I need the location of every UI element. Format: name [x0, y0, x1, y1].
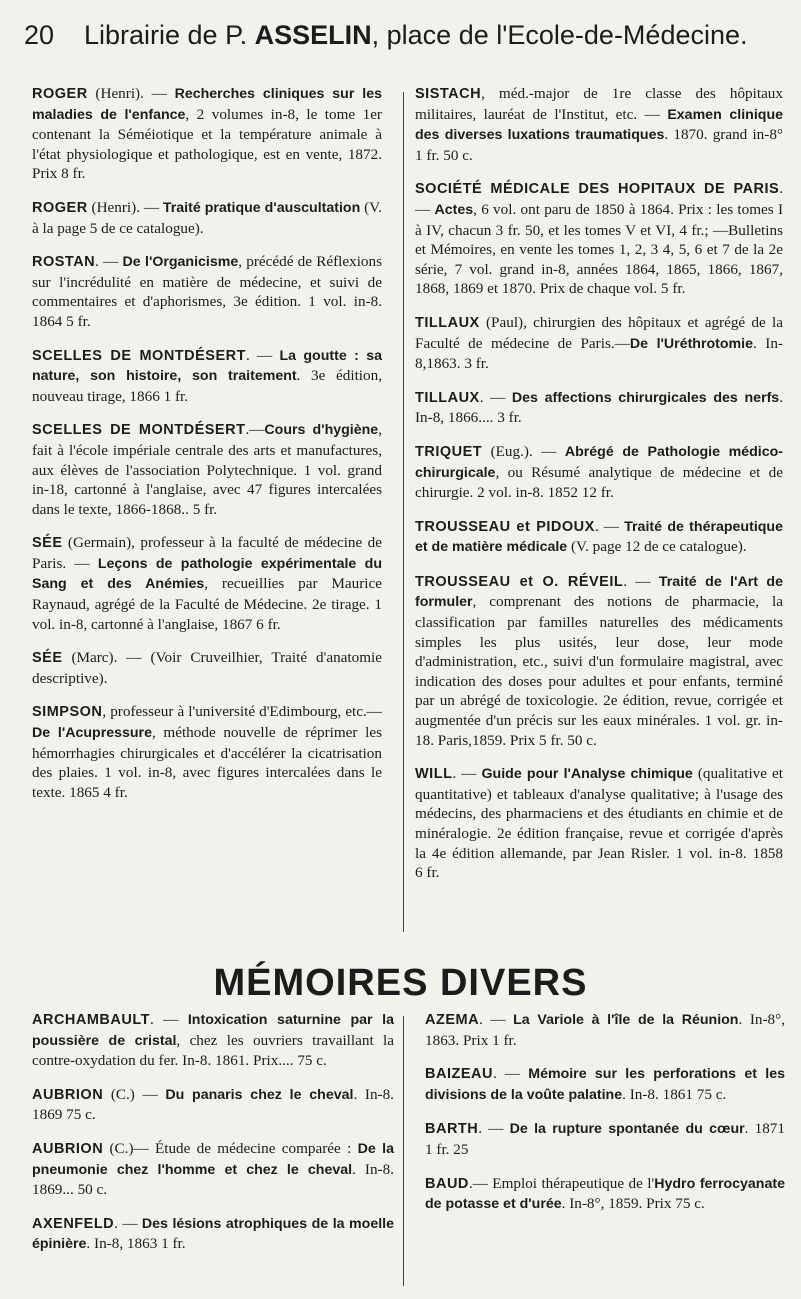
entry-description: (V. à la page 5 de ce catalogue). — [32, 198, 382, 237]
entry-intro: (Marc). — — [62, 649, 151, 667]
entry-text — [32, 346, 382, 407]
catalogue-entry — [32, 420, 382, 519]
entry-description: , 6 vol. ont paru de 1850 à 1864. Prix : les tomes I à IV, chacun 3 fr. 50, et les tomes V et VI, 4 fr.; —Bulletins et Mémoires, en vente les tomes 1, 2, 3 4, 5, 6 et 7 de la 2e série, 7 vol. grand in-8, années 1864, 1865, 1866, 1867, 1868, 1869 et 1870. Prix de chaque vol. — [415, 200, 784, 298]
author-name: TROUSSEAU et O. RÉVEIL — [415, 573, 624, 590]
catalogue-entry — [425, 1064, 785, 1105]
work-title: Intoxication saturnine par la poussière de cristal — [32, 1012, 394, 1049]
entry-description: . In-8°, 1863. Prix — [425, 1011, 785, 1049]
entry-intro: (Germain), professeur à la faculté de médecine de Paris. — — [32, 534, 382, 572]
entry-description: (V. page 12 de ce catalogue). — [567, 538, 747, 556]
section-heading: MÉMOIRES DIVERS — [213, 962, 588, 1004]
work-title: Guide pour l'Analyse chimique — [481, 766, 693, 783]
entry-description: . In-8. 1861 — [622, 1085, 693, 1103]
author-name: SÉE — [32, 535, 63, 552]
catalogue-entry — [425, 1174, 785, 1215]
entry-description: , fait à l'école impériale centrale des arts et manufactures, aux élèves de l'association Polytechnique. 1 vol. grand in-18, cartonné à l'anglaise, avec 47 figures intercalées dans le texte, 1866-1868.. — [32, 421, 382, 518]
price: 12 fr. — [581, 484, 614, 502]
price: 4 fr. — [103, 783, 128, 801]
entry-text — [425, 1064, 785, 1105]
price: 1 fr. — [161, 1235, 186, 1253]
author-name: TILLAUX — [415, 389, 480, 406]
catalogue-entry — [32, 1214, 394, 1255]
entry-text — [32, 702, 382, 802]
author-name: SOCIÉTÉ MÉDICALE DES HOPITAUX DE PARIS — [415, 181, 780, 198]
author-name: ROSTAN — [32, 254, 96, 271]
entry-intro: . — — [452, 765, 482, 783]
author-name: ROGER — [32, 86, 88, 102]
entry-description: . In-8°, 1859. Prix — [561, 1195, 672, 1213]
price: 6 fr. — [256, 615, 281, 633]
entry-intro: . — — [479, 388, 512, 406]
entry-description: , 2 volumes in-8, le tome 1er contenant la Séméiotique et la température animale à l'état physiologique et pathologique, est en vente, 1872. Prix — [32, 105, 382, 183]
entry-intro: .— Emploi thérapeutique de l' — [468, 1174, 655, 1192]
catalogue-entry — [32, 1139, 394, 1200]
price: 1 fr. 25 — [425, 1140, 469, 1158]
entry-description: , chez les ouvriers travaillant la contre-oxydation du fer. In-8. 1861. Prix.... — [32, 1031, 395, 1070]
price: 75 c. — [696, 1085, 727, 1103]
entry-text — [425, 1010, 785, 1050]
author-name: AUBRION — [32, 1140, 104, 1157]
author-name: ARCHAMBAULT — [32, 1012, 150, 1028]
entry-description: . In-8, 1863 — [86, 1235, 158, 1253]
price: 5 fr. 50 c. — [539, 731, 597, 749]
price: 50 c. — [77, 1181, 108, 1199]
entry-text — [32, 84, 382, 184]
entry-intro: . — — [415, 180, 783, 218]
work-title: Leçons de pathologie expérimentale du Sang et des Anémies — [32, 555, 382, 593]
entry-text — [415, 517, 783, 558]
entry-intro: . — — [478, 1120, 510, 1138]
work-title: De l'Organicisme — [122, 254, 239, 271]
catalogue-entry — [32, 252, 382, 331]
author-name: AXENFELD — [32, 1215, 115, 1232]
work-title: De l'Uréthrotomie — [629, 335, 753, 352]
author-name: TROUSSEAU et PIDOUX — [415, 518, 595, 535]
work-title: Traité pratique d'auscultation — [162, 199, 361, 216]
entry-description: , recueillies par Maurice Raynaud, agrégé de la Faculté de Médecine. 2e tirage. 1 vol. in-8, cartonné à l'anglaise, 1867 — [32, 575, 382, 633]
catalogue-entry — [415, 764, 783, 883]
author-name: ROGER — [32, 199, 88, 216]
page-header — [24, 20, 784, 58]
price: 75 c. — [675, 1195, 705, 1213]
author-name: SIMPSON — [32, 704, 103, 721]
entry-text — [415, 179, 783, 299]
entry-text — [32, 198, 382, 238]
price: 3 fr. — [497, 409, 522, 427]
left-column-top — [32, 84, 382, 816]
entry-text — [425, 1174, 785, 1215]
entry-description: , comprenant des notions de pharmacie, la classification par familles naturelles des médicaments simples les plus usités, leur dose, leur mode d'administration, etc., suivi d'un formulaire magistral, avec indication des doses pour adultes et pour enfants, terminé par un abrégé de toxicologie. 2e édition, revue, corrigée et augmentée d'un précis sur les eaux minérales. 1 vol. gr. in-18. Paris,1859. Prix — [415, 593, 783, 749]
price: 75 c. — [66, 1106, 96, 1124]
author-name: TILLAUX — [415, 314, 480, 331]
author-name: SCELLES DE MONTDÉSERT — [32, 347, 246, 364]
catalogue-entry — [415, 179, 783, 299]
author-name: AZEMA — [425, 1012, 480, 1028]
author-name: SÉE — [32, 650, 63, 667]
catalogue-entry — [32, 84, 382, 184]
work-title: De l'Acupressure — [32, 725, 152, 742]
catalogue-entry — [415, 313, 783, 374]
catalogue-entry — [32, 1010, 394, 1071]
work-title: Mémoire sur les perforations et les divisions de la voûte palatine — [425, 1066, 785, 1103]
catalogue-entry — [425, 1119, 785, 1159]
work-title: Recherches cliniques sur les maladies de l'enfance — [32, 86, 382, 123]
work-title: Traité de l'Art de formuler — [415, 573, 783, 611]
right-column-top — [415, 84, 783, 897]
catalogue-entry — [415, 84, 783, 165]
work-title: Actes — [434, 201, 474, 218]
entry-intro: .— — [245, 421, 265, 439]
author-name: BAUD — [425, 1175, 469, 1192]
column-divider-bottom — [403, 1016, 404, 1286]
catalogue-entry — [32, 648, 382, 688]
entry-description: . 1871 — [744, 1120, 785, 1138]
entry-intro: , méd.-major de 1re classe des hôpitaux militaires, lauréat de l'Institut, etc. — — [415, 85, 783, 123]
work-title: Examen clinique des diverses luxations traumatiques — [415, 106, 784, 144]
author-name: WILL — [415, 766, 453, 783]
running-head-publisher: ASSELIN — [254, 20, 372, 50]
entry-text — [32, 533, 382, 634]
entry-intro: . — — [479, 1011, 514, 1028]
entry-intro: . — — [492, 1065, 529, 1083]
price: 6 fr. — [415, 864, 440, 882]
work-title: Traité de thérapeutique et de matière médicale — [415, 518, 783, 556]
entry-intro: (C.) — — [103, 1085, 166, 1103]
work-title: Du panaris chez le cheval — [165, 1086, 354, 1103]
price: 75 c. — [297, 1052, 327, 1070]
entry-description: , ou Résumé analytique de médecine et de chirurgie. 2 vol. in-8. 1852 — [415, 463, 783, 502]
entry-intro: (Paul), chirurgien des hôpitaux et agrégé de la Faculté de médecine de Paris.— — [415, 313, 783, 352]
price: 8 fr. — [61, 165, 86, 183]
entry-description: . 1870. grand in-8° — [664, 126, 783, 144]
catalogue-entry — [415, 442, 783, 503]
catalogue-entry — [32, 533, 382, 634]
work-title: La goutte : sa nature, son histoire, son traitement — [32, 347, 382, 385]
left-column-bottom — [32, 1010, 394, 1269]
entry-description: , précédé de Réflexions sur l'incrédulité en matière de médecine, et suivi de commentaires et d'aphorismes, 3e édition. 1 vol. in-8. 1864 — [32, 253, 383, 330]
entry-text — [32, 648, 382, 688]
entry-description: . In-8. 1869... — [32, 1160, 394, 1199]
author-name: SCELLES DE MONTDÉSERT — [32, 422, 246, 439]
price: 5 fr. — [66, 312, 91, 330]
catalogue-entry — [415, 388, 783, 428]
catalogue-entry — [32, 346, 382, 407]
entry-intro: . — — [623, 572, 659, 590]
entry-description: . In-8, 1866.... — [415, 388, 783, 427]
catalogue-entry — [32, 1085, 394, 1125]
running-head-suffix: , place de l'Ecole-de-Médecine. — [371, 20, 748, 50]
catalogue-entry — [425, 1010, 785, 1050]
entry-text — [32, 252, 382, 331]
entry-intro: . — — [245, 346, 280, 364]
author-name: BARTH — [425, 1121, 479, 1138]
price: 1 fr. — [492, 1031, 517, 1049]
entry-text — [415, 442, 783, 503]
page-number: 20 — [24, 20, 55, 50]
running-head — [84, 20, 748, 51]
work-title: La Variole à l'île de la Réunion — [513, 1012, 739, 1028]
entry-text — [415, 388, 783, 428]
running-head-prefix: Librairie de P. — [84, 20, 255, 50]
catalogue-entry — [415, 572, 783, 750]
work-title: Cours d'hygiène — [264, 422, 379, 439]
work-title: Des affections chirurgicales des nerfs — [511, 389, 780, 406]
entry-intro: . — — [594, 517, 625, 535]
entry-text — [425, 1119, 785, 1159]
right-column-bottom — [425, 1010, 785, 1229]
entry-intro: . — — [150, 1011, 188, 1028]
entry-intro: (Henri). — — [87, 198, 163, 216]
price: 1 fr. 50 c. — [415, 146, 473, 164]
work-title: Abrégé de Pathologie médico-chirurgicale — [415, 443, 783, 481]
entry-text — [32, 420, 382, 519]
entry-text — [32, 1010, 394, 1071]
work-title: Des lésions atrophiques de la moelle épinière — [32, 1215, 395, 1253]
author-name: AUBRION — [32, 1086, 104, 1103]
column-divider-top — [403, 92, 404, 932]
entry-intro: (Henri). — — [87, 85, 175, 102]
work-title: De la rupture spontanée du cœur — [509, 1121, 745, 1138]
work-title: De la pneumonie chez l'homme et chez le cheval — [32, 1140, 394, 1178]
work-title: Hydro ferrocyanate de potasse et d'urée — [425, 1175, 785, 1213]
entry-description: . 3e édition, nouveau tirage, 1866 — [32, 367, 382, 405]
entry-intro: , professeur à l'université d'Edimbourg, etc.— — [102, 703, 382, 721]
price: 1 fr. — [163, 387, 189, 405]
entry-text — [415, 572, 783, 750]
entry-text — [32, 1214, 394, 1255]
entry-description: . In-8,1863. — [415, 334, 783, 373]
price: 5 fr. — [660, 280, 686, 298]
price: 5 fr. — [192, 500, 218, 518]
entry-intro: . — — [95, 253, 123, 271]
entry-description: (qualitative et quantitative) et tableaux d'analyse qualitative; à l'usage des médecins, des pharmaciens et des étudiants en chimie et de minéralogie. 2e édition française, revue et corrigée d'après la 4e édition allemande, par Jean Risler. 1 vol. in-8. 1858 — [415, 765, 784, 862]
price: 3 fr. — [464, 355, 489, 373]
author-name: SISTACH — [415, 86, 482, 102]
author-name: TRIQUET — [415, 443, 483, 460]
entry-text — [32, 1139, 394, 1200]
entry-text — [32, 1085, 394, 1125]
catalogue-entry — [415, 517, 783, 558]
entry-text — [415, 313, 783, 374]
entry-description: . In-8. 1869 — [32, 1085, 394, 1124]
entry-intro: . — — [114, 1214, 142, 1232]
entry-text — [415, 764, 783, 883]
entry-description: , méthode nouvelle de réprimer les hémorrhagies chirurgicales et d'accélérer la cicatrisation des plaies. 1 vol. in-8, avec figures intercalées dans le texte. 1865 — [32, 724, 382, 801]
entry-intro: (Eug.). — — [482, 442, 565, 460]
entry-text — [415, 84, 783, 165]
catalogue-entry — [32, 198, 382, 238]
entry-intro: (C.)— Étude de médecine comparée : — [103, 1139, 358, 1157]
catalogue-entry — [32, 702, 382, 802]
entry-description: (Voir Cruveilhier, Traité d'anatomie descriptive). — [32, 649, 382, 687]
author-name: BAIZEAU — [425, 1066, 493, 1083]
